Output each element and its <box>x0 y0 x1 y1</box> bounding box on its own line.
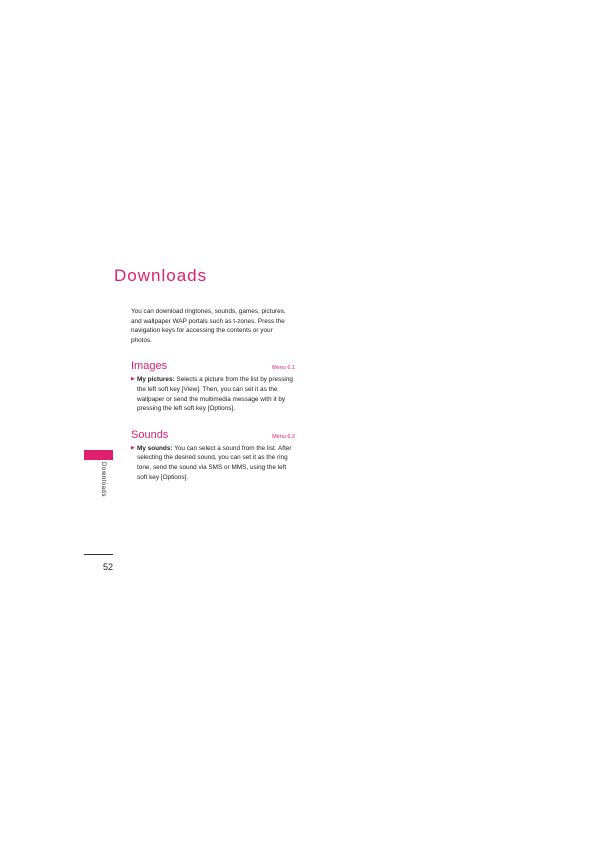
intro-paragraph: You can download ringtones, sounds, games, pictures, and wallpaper WAP portals such as t-zones. Press the navigation keys for accessing the contents or your photos. <box>131 308 286 344</box>
chapter-title: Downloads <box>114 266 208 285</box>
footer-rule <box>84 554 113 555</box>
bullet-item-my-pictures <box>131 375 295 413</box>
triangle-bullet-icon: ▶ <box>131 376 135 383</box>
page-number: 52 <box>102 562 113 572</box>
section-header <box>131 429 295 441</box>
menu-code-sounds: Menu 6.2 <box>272 433 295 440</box>
menu-code-images: Menu 6.1 <box>272 365 295 372</box>
side-tab-marker <box>84 450 113 460</box>
section-header <box>131 360 295 372</box>
bullet-text: You can select a sound from the list. After selecting the desired sound, you can set it as the ring tone, send the sound via SMS or MMS, using the left soft key [Options]. <box>137 444 292 481</box>
bullet-item-my-sounds <box>131 444 295 482</box>
section-images <box>131 360 295 413</box>
bullet-label: My pictures: <box>137 376 175 384</box>
bullet-label: My sounds: <box>137 444 173 452</box>
content-column <box>131 307 295 482</box>
section-sounds <box>131 429 295 482</box>
bullet-text: Selects a picture from the list by pressing the left soft key [View]. Then, you can set it as the wallpaper or send the multimedia message with it by pressing the left soft key [Options]. <box>137 376 293 413</box>
section-title-sounds: Sounds <box>131 428 169 441</box>
section-title-images: Images <box>131 360 168 373</box>
triangle-bullet-icon: ▶ <box>131 444 135 451</box>
side-tab-label: Downloads <box>100 462 106 498</box>
